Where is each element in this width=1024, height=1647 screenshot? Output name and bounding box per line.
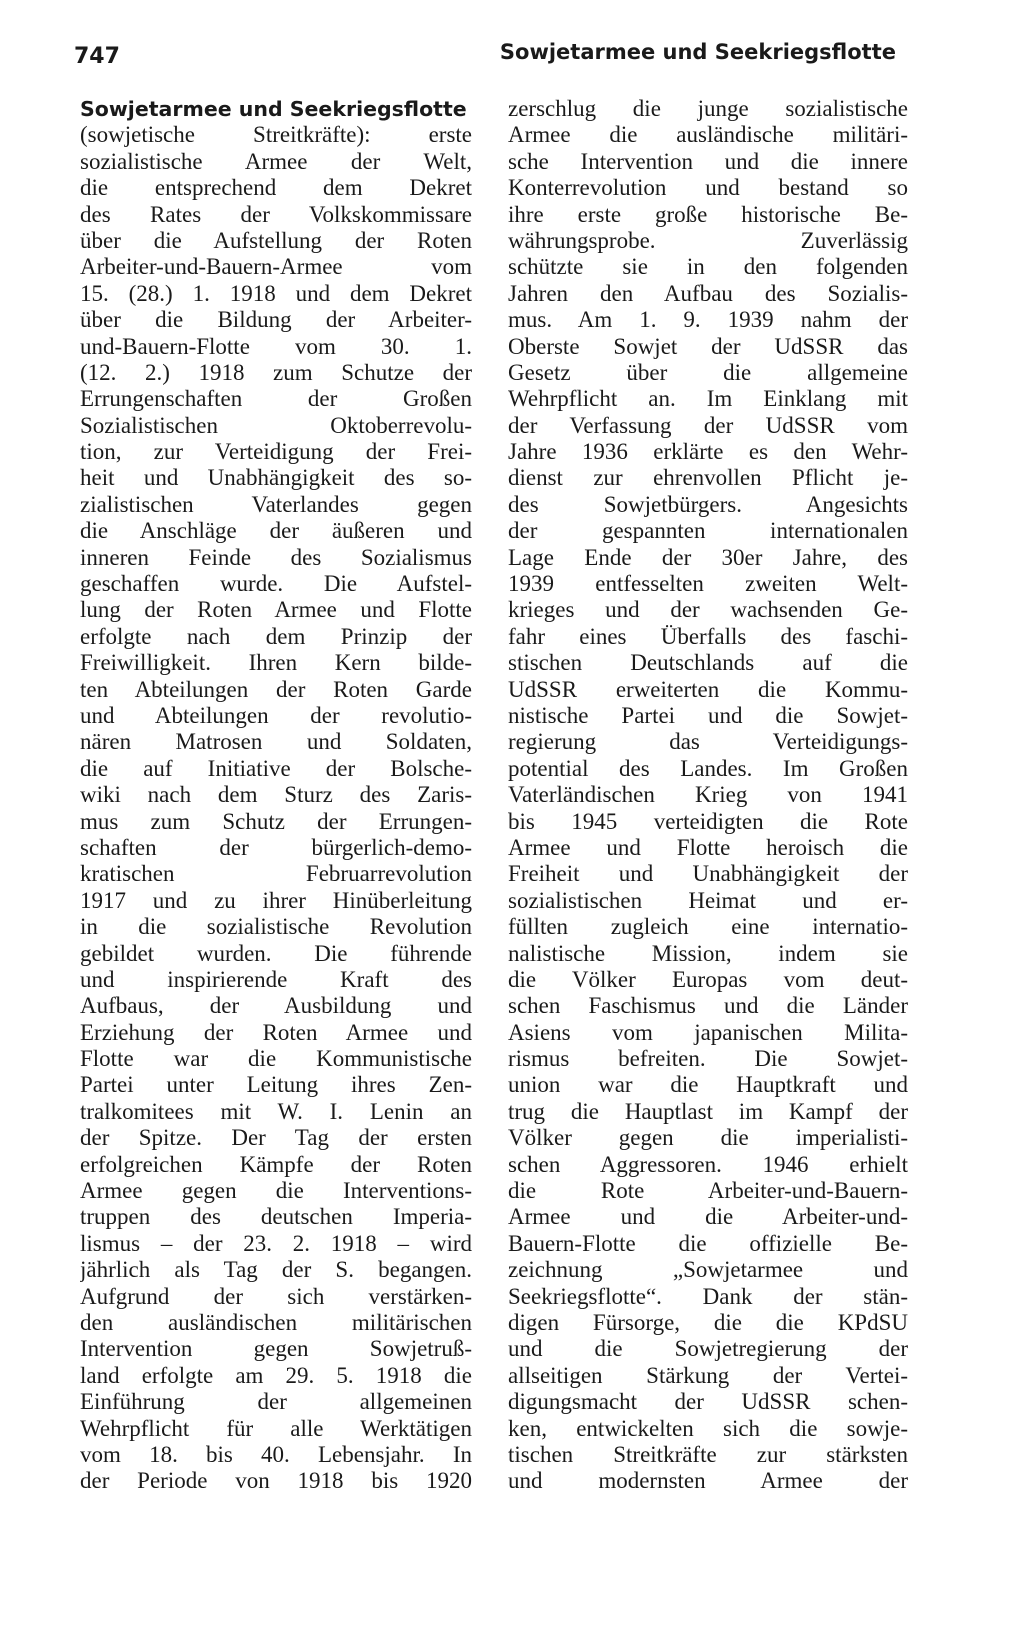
text-line: schützte sie in den folgenden — [508, 254, 908, 280]
text-line: Aufbaus, der Ausbildung und — [80, 993, 472, 1019]
text-line: rismus befreiten. Die Sowjet- — [508, 1046, 908, 1072]
text-line: schen Aggressoren. 1946 erhielt — [508, 1151, 908, 1177]
text-line: Wehrpflicht für alle Werktätigen — [80, 1415, 472, 1441]
text-line: und inspirierende Kraft des — [80, 966, 472, 992]
text-line: Oberste Sowjet der UdSSR das — [508, 333, 908, 359]
text-line: Sozialistischen Oktoberrevolu- — [80, 412, 472, 438]
text-line: Völker gegen die imperialisti- — [508, 1125, 908, 1151]
text-line: währungsprobe. Zuverlässig — [508, 227, 908, 253]
text-line: in die sozialistische Revolution — [80, 914, 472, 940]
text-line: über die Aufstellung der Roten — [80, 227, 472, 253]
text-line: UdSSR erweiterten die Kommu- — [508, 676, 908, 702]
text-line: tischen Streitkräfte zur stärksten — [508, 1441, 908, 1467]
text-line: erfolgreichen Kämpfe der Roten — [80, 1151, 472, 1177]
page-number: 747 — [74, 44, 120, 69]
text-line: Freiheit und Unabhängigkeit der — [508, 861, 908, 887]
text-line: (sowjetische Streitkräfte): erste — [80, 122, 472, 148]
text-line: Bauern-Flotte die offizielle Be- — [508, 1230, 908, 1256]
text-line: dienst zur ehrenvollen Pflicht je- — [508, 465, 908, 491]
text-line: nistische Partei und die Sowjet- — [508, 702, 908, 728]
text-line: Wehrpflicht an. Im Einklang mit — [508, 386, 908, 412]
text-line: schen Faschismus und die Länder — [508, 993, 908, 1019]
text-line: Armee die ausländische militäri- — [508, 122, 908, 148]
text-line: krieges und der wachsenden Ge- — [508, 597, 908, 623]
text-line: inneren Feinde des Sozialismus — [80, 544, 472, 570]
text-line: ihre erste große historische Be- — [508, 201, 908, 227]
text-line: trug die Hauptlast im Kampf der — [508, 1098, 908, 1124]
text-line: ten Abteilungen der Roten Garde — [80, 676, 472, 702]
text-line: potential des Landes. Im Großen — [508, 755, 908, 781]
text-line: erfolgte nach dem Prinzip der — [80, 623, 472, 649]
text-line: sozialistische Armee der Welt, — [80, 148, 472, 174]
text-line: allseitigen Stärkung der Vertei- — [508, 1362, 908, 1388]
text-line: Erziehung der Roten Armee und — [80, 1019, 472, 1045]
text-line: (12. 2.) 1918 zum Schutze der — [80, 359, 472, 385]
text-line: die Rote Arbeiter-und-Bauern- — [508, 1178, 908, 1204]
text-line: mus zum Schutz der Errungen- — [80, 808, 472, 834]
entry-headword: Sowjetarmee und Seekriegsflotte — [80, 97, 467, 121]
text-line: zerschlug die junge sozialistische — [508, 96, 908, 121]
text-line: 15. (28.) 1. 1918 und dem Dekret — [80, 280, 472, 306]
text-line: vom 18. bis 40. Lebensjahr. In — [80, 1441, 472, 1467]
text-line: kratischen Februarrevolution — [80, 861, 472, 887]
text-line: Asiens vom japanischen Milita- — [508, 1019, 908, 1045]
text-line: bis 1945 verteidigten die Rote — [508, 808, 908, 834]
text-line: geschaffen wurde. Die Aufstel- — [80, 571, 472, 597]
text-line: tralkomitees mit W. I. Lenin an — [80, 1098, 472, 1124]
text-line: digen Fürsorge, die die KPdSU — [508, 1309, 908, 1335]
text-line: digungsmacht der UdSSR schen- — [508, 1389, 908, 1415]
text-line: truppen des deutschen Imperia- — [80, 1204, 472, 1230]
text-line: regierung das Verteidigungs- — [508, 729, 908, 755]
text-line: fahr eines Überfalls des faschi- — [508, 623, 908, 649]
text-line: des Sowjetbürgers. Angesichts — [508, 491, 908, 517]
text-line: und Abteilungen der revolutio- — [80, 702, 472, 728]
text-line: stischen Deutschlands auf die — [508, 650, 908, 676]
text-line: der Periode von 1918 bis 1920 — [80, 1468, 472, 1494]
text-line: Jahre 1936 erklärte es den Wehr- — [508, 439, 908, 465]
text-line: Armee und die Arbeiter-und- — [508, 1204, 908, 1230]
text-line: lung der Roten Armee und Flotte — [80, 597, 472, 623]
text-line: sche Intervention und die innere — [508, 148, 908, 174]
text-line: und modernsten Armee der — [508, 1468, 908, 1494]
text-line: tion, zur Verteidigung der Frei- — [80, 439, 472, 465]
text-line: ken, entwickelten sich die sowje- — [508, 1415, 908, 1441]
text-line: Intervention gegen Sowjetruß- — [80, 1336, 472, 1362]
text-line: Armee gegen die Interventions- — [80, 1178, 472, 1204]
text-line: Errungenschaften der Großen — [80, 386, 472, 412]
text-line: schaften der bürgerlich-demo- — [80, 834, 472, 860]
text-line: Seekriegsflotte“. Dank der stän- — [508, 1283, 908, 1309]
text-line: zialistischen Vaterlandes gegen — [80, 491, 472, 517]
right-column — [508, 96, 908, 1495]
text-line: gebildet wurden. Die führende — [80, 940, 472, 966]
text-line: Gesetz über die allgemeine — [508, 359, 908, 385]
text-line: Einführung der allgemeinen — [80, 1389, 472, 1415]
text-line: und-Bauern-Flotte vom 30. 1. — [80, 333, 472, 359]
text-line: der gespannten internationalen — [508, 518, 908, 544]
text-line: die entsprechend dem Dekret — [80, 175, 472, 201]
text-line: sozialistischen Heimat und er- — [508, 887, 908, 913]
text-line: der Verfassung der UdSSR vom — [508, 412, 908, 438]
text-line: Lage Ende der 30er Jahre, des — [508, 544, 908, 570]
text-line: nären Matrosen und Soldaten, — [80, 729, 472, 755]
text-line: union war die Hauptkraft und — [508, 1072, 908, 1098]
text-line: land erfolgte am 29. 5. 1918 die — [80, 1362, 472, 1388]
text-line: jährlich als Tag der S. begangen. — [80, 1257, 472, 1283]
text-line: die Anschläge der äußeren und — [80, 518, 472, 544]
headword-line — [80, 96, 472, 122]
text-line: Arbeiter-und-Bauern-Armee vom — [80, 254, 472, 280]
left-column-lines — [80, 122, 472, 1494]
text-line: die auf Initiative der Bolsche- — [80, 755, 472, 781]
text-line: mus. Am 1. 9. 1939 nahm der — [508, 307, 908, 333]
text-line: und die Sowjetregierung der — [508, 1336, 908, 1362]
text-line: zeichnung „Sowjetarmee und — [508, 1257, 908, 1283]
text-line: Armee und Flotte heroisch die — [508, 834, 908, 860]
running-head: Sowjetarmee und Seekriegsflotte — [499, 40, 896, 64]
text-line: füllten zugleich eine internatio- — [508, 914, 908, 940]
text-line: die Völker Europas vom deut- — [508, 966, 908, 992]
text-line: nalistische Mission, indem sie — [508, 940, 908, 966]
text-line: heit und Unabhängigkeit des so- — [80, 465, 472, 491]
text-line: Aufgrund der sich verstärken- — [80, 1283, 472, 1309]
text-line: 1917 und zu ihrer Hinüberleitung — [80, 887, 472, 913]
text-line: wiki nach dem Sturz des Zaris- — [80, 782, 472, 808]
text-line: Jahren den Aufbau des Sozialis- — [508, 280, 908, 306]
text-line: Konterrevolution und bestand so — [508, 175, 908, 201]
text-line: Partei unter Leitung ihres Zen- — [80, 1072, 472, 1098]
right-column-lines — [508, 96, 908, 1495]
text-line: 1939 entfesselten zweiten Welt- — [508, 571, 908, 597]
text-line: der Spitze. Der Tag der ersten — [80, 1125, 472, 1151]
text-line: den ausländischen militärischen — [80, 1309, 472, 1335]
text-line: Vaterländischen Krieg von 1941 — [508, 782, 908, 808]
text-line: Freiwilligkeit. Ihren Kern bilde- — [80, 650, 472, 676]
text-line: über die Bildung der Arbeiter- — [80, 307, 472, 333]
text-line: des Rates der Volkskommissare — [80, 201, 472, 227]
text-line: Flotte war die Kommunistische — [80, 1046, 472, 1072]
text-line: lismus – der 23. 2. 1918 – wird — [80, 1230, 472, 1256]
left-column — [80, 96, 472, 1495]
